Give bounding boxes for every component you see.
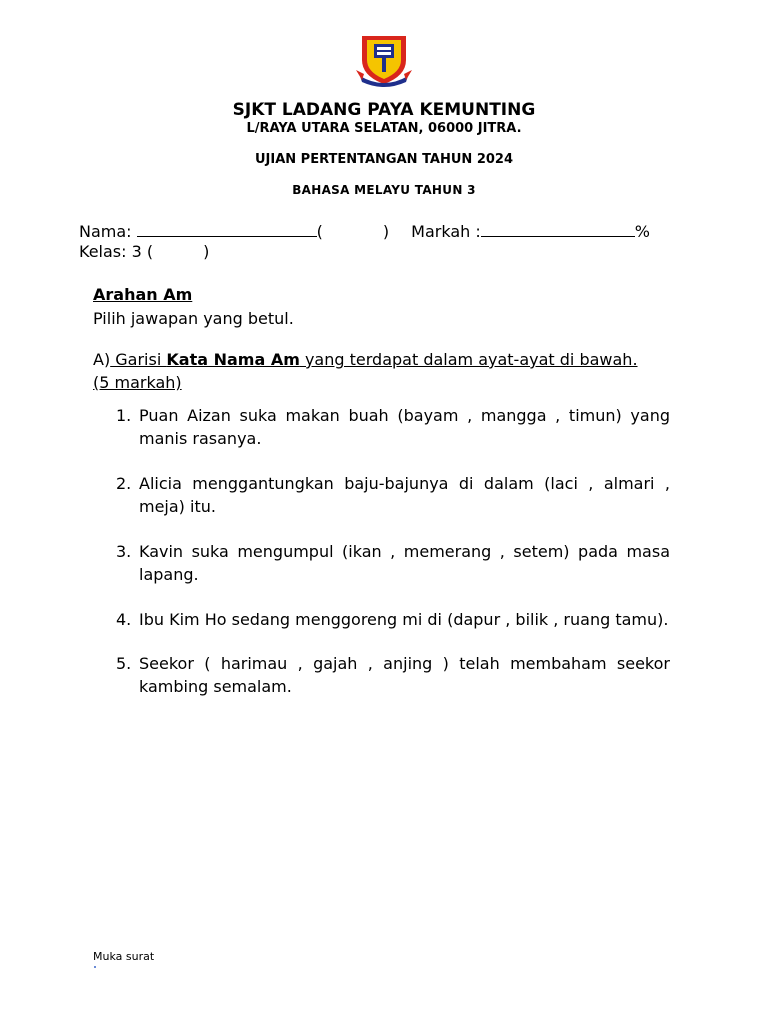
name-label: Nama: bbox=[79, 222, 132, 241]
subject-title: BAHASA MELAYU TAHUN 3 bbox=[292, 183, 476, 197]
name-blank[interactable] bbox=[137, 222, 317, 237]
question-text: Kavin suka mengumpul (ikan , memerang , setem) pada masa lapang. bbox=[139, 542, 670, 584]
instructions-heading: Arahan Am bbox=[93, 285, 193, 304]
name-marks-row bbox=[79, 222, 650, 241]
class-paren-close: ) bbox=[203, 242, 210, 261]
question-item bbox=[108, 540, 670, 586]
school-address: L/RAYA UTARA SELATAN, 06000 JITRA. bbox=[246, 121, 522, 136]
section-a-marks: (5 markah) bbox=[93, 373, 182, 392]
percent-sign: % bbox=[634, 222, 650, 241]
instructions-text: Pilih jawapan yang betul. bbox=[93, 309, 294, 328]
school-name: SJKT LADANG PAYA KEMUNTING bbox=[232, 100, 536, 120]
class-label: Kelas: 3 ( bbox=[79, 242, 154, 261]
page-footer: Muka surat bbox=[93, 950, 155, 963]
footer-mark bbox=[94, 966, 96, 968]
question-text: Seekor ( harimau , gajah , anjing ) telah membaham seekor kambing semalam. bbox=[139, 654, 670, 696]
question-item bbox=[108, 608, 670, 631]
question-item bbox=[108, 472, 670, 518]
question-number: 2. bbox=[116, 474, 132, 493]
question-number: 3. bbox=[116, 542, 132, 561]
section-a-bold: Kata Nama Am bbox=[166, 350, 300, 369]
marks-blank[interactable] bbox=[481, 222, 635, 237]
section-a-instruction bbox=[93, 348, 653, 394]
question-item bbox=[108, 652, 670, 698]
section-a-suffix: yang terdapat dalam ayat-ayat di bawah. bbox=[299, 350, 638, 369]
question-text: Puan Aizan suka makan buah (bayam , mangga , timun) yang manis rasanya. bbox=[139, 406, 670, 448]
question-list bbox=[108, 404, 670, 698]
name-paren-close: ) bbox=[382, 222, 390, 241]
exam-title: UJIAN PERTENTANGAN TAHUN 2024 bbox=[254, 152, 514, 167]
marks-label: Markah : bbox=[411, 222, 481, 241]
question-number: 4. bbox=[116, 610, 132, 629]
question-text: Ibu Kim Ho sedang menggoreng mi di (dapur , bilik , ruang tamu). bbox=[139, 610, 669, 629]
question-number: 5. bbox=[116, 654, 132, 673]
class-row bbox=[79, 242, 209, 261]
question-text: Alicia menggantungkan baju-bajunya di dalam (laci , almari , meja) itu. bbox=[139, 474, 670, 516]
section-a-label: A) bbox=[93, 350, 111, 369]
school-crest-icon bbox=[354, 30, 414, 90]
name-paren-open: ( bbox=[316, 222, 323, 241]
section-a-prefix: Garisi bbox=[110, 350, 167, 369]
question-number: 1. bbox=[116, 406, 132, 425]
question-item bbox=[108, 404, 670, 450]
